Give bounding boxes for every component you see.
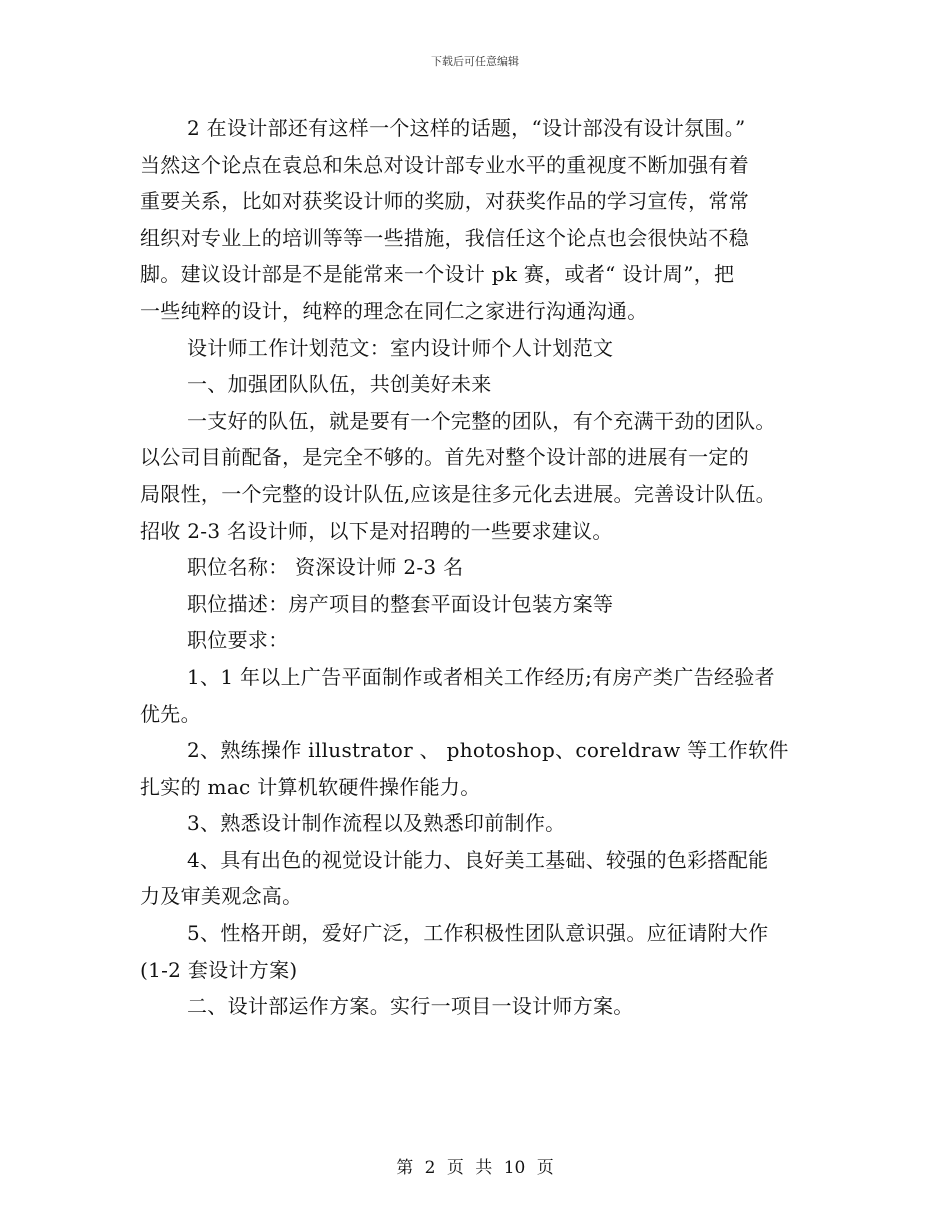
page-number: 第 2 页 共 10 页: [396, 1158, 554, 1178]
text-line: 优先。: [140, 701, 201, 726]
text-line: 一些纯粹的设计，纯粹的理念在同仁之家进行沟通沟通。: [140, 298, 648, 323]
section-heading: [140, 366, 820, 403]
text-line: 以公司目前配备，是完全不够的。首先对整个设计部的进展有一定的: [140, 445, 749, 470]
text-line: 2、熟练操作 illustrator 、 photoshop、coreldraw 等工作软件: [187, 738, 789, 763]
text-line: 职位要求：: [187, 628, 289, 653]
text-line: 一支好的队伍，就是要有一个完整的团队，有个充满干劲的团队。: [187, 408, 776, 433]
section-heading: [140, 988, 820, 1025]
section-title: [140, 330, 820, 367]
text-line: 扎实的 mac 计算机软硬件操作能力。: [140, 774, 481, 799]
text-line: 局限性，一个完整的设计队伍,应该是往多元化去进展。完善设计队伍。: [140, 481, 776, 506]
text-line: 4、具有出色的视觉设计能力、良好美工基础、较强的色彩搭配能: [187, 847, 769, 872]
text-line: 3、熟悉设计制作流程以及熟悉印前制作。: [187, 811, 566, 836]
text-line: (1-2 套设计方案): [140, 957, 298, 982]
text-line: 设计师工作计划范文：室内设计师个人计划范文: [187, 335, 614, 360]
text-line: 一、加强团队队伍，共创美好未来: [187, 372, 492, 397]
page-header: 下载后可任意编辑: [431, 55, 519, 68]
text-line: 职位描述：房产项目的整套平面设计包装方案等: [187, 591, 614, 616]
requirement-item: [140, 805, 820, 842]
paragraph: [140, 403, 820, 549]
text-line: 组织对专业上的培训等等一些措施，我信任这个论点也会很快站不稳: [140, 225, 749, 250]
job-description-line: [140, 586, 820, 623]
text-line: 脚。建议设计部是不是能常来一个设计 pk 赛，或者“ 设计周”，把: [140, 262, 735, 287]
requirement-item: [140, 842, 820, 915]
job-title-line: [140, 549, 820, 586]
text-line: 力及审美观念高。: [140, 884, 303, 909]
text-line: 二、设计部运作方案。实行一项目一设计师方案。: [187, 994, 634, 1019]
requirement-item: [140, 915, 820, 988]
text-line: 招收 2-3 名设计师，以下是对招聘的一些要求建议。: [140, 518, 613, 543]
text-line: 1、1 年以上广告平面制作或者相关工作经历;有房产类广告经验者: [187, 664, 775, 689]
text-line: 2 在设计部还有这样一个这样的话题，“设计部没有设计氛围。”: [187, 116, 746, 140]
document-body: [140, 110, 820, 1025]
paragraph: [140, 110, 820, 330]
text-line: 5、性格开朗，爱好广泛，工作积极性团队意识强。应征请附大作: [187, 921, 769, 946]
text-line: 重要关系，比如对获奖设计师的奖励，对获奖作品的学习宣传，常常: [140, 189, 749, 214]
requirement-item: [140, 732, 820, 805]
requirement-item: [140, 659, 820, 732]
text-line: 当然这个论点在袁总和朱总对设计部专业水平的重视度不断加强有着: [140, 152, 749, 177]
text-line: 职位名称： 资深设计师 2-3 名: [187, 555, 464, 580]
job-requirements-label: [140, 622, 820, 659]
